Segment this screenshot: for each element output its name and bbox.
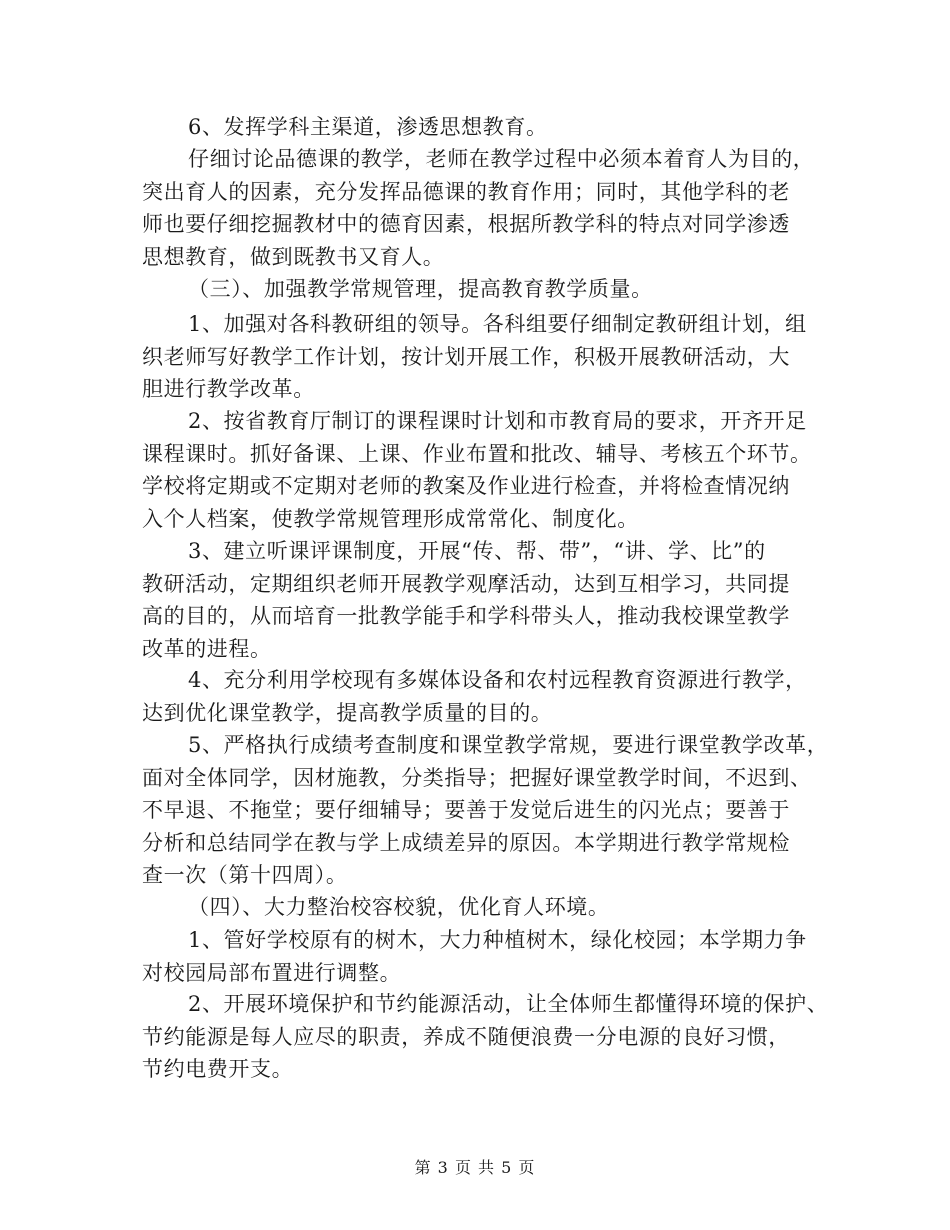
- paragraph-5-line-4: 入个人档案，使教学常规管理形成常常化、制度化。: [142, 506, 639, 531]
- paragraph-2-line-3: 师也要仔细挖掘教材中的德育因素，根据所教学科的特点对同学渗透: [142, 212, 790, 236]
- paragraph-2-line-4: 思想教育，做到既教书又育人。: [142, 244, 445, 269]
- page-footer: 第 3 页 共 5 页: [414, 1158, 536, 1177]
- paragraph-11-line-1: 2、开展环境保护和节约能源活动，让全体师生都懂得环境的保护、: [188, 992, 829, 1016]
- paragraph-7-line-2: 达到优化课堂教学，提高教学质量的目的。: [142, 700, 553, 725]
- paragraph-6-line-1: 3、建立听课评课制度，开展“传、帮、带”，“讲、学、比”的: [188, 539, 766, 563]
- paragraph-4-line-3: 胆进行教学改革。: [142, 377, 315, 401]
- paragraph-8-line-4: 分析和总结同学在教与学上成绩差异的原因。本学期进行教学常规检: [142, 830, 790, 855]
- paragraph-8-line-3: 不早退、不拖堂；要仔细辅导；要善于发觉后进生的闪光点；要善于: [142, 798, 790, 822]
- paragraph-9-line-1: （四）、大力整治校容校貌，优化育人环境。: [188, 895, 610, 919]
- paragraph-5-line-1: 2、按省教育厅制订的课程课时计划和市教育局的要求，开齐开足: [188, 409, 807, 433]
- paragraph-8-line-2: 面对全体同学，因材施教，分类指导；把握好课堂教学时间，不迟到、: [142, 765, 812, 790]
- paragraph-2-line-1: 仔细讨论品德课的教学，老师在教学过程中必须本着育人为目的，: [188, 147, 815, 171]
- paragraph-11-line-2: 节约能源是每人应尽的职责，养成不随便浪费一分电源的良好习惯，: [142, 1024, 790, 1049]
- paragraph-10-line-1: 1、管好学校原有的树木，大力种植树木，绿化校园；本学期力争: [188, 928, 807, 952]
- paragraph-5-line-3: 学校将定期或不定期对老师的教案及作业进行检查，并将检查情况纳: [142, 474, 790, 498]
- paragraph-6-line-2: 教研活动，定期组织老师开展教学观摩活动，达到互相学习，共同提: [142, 571, 790, 596]
- paragraph-4-line-2: 织老师写好教学工作计划，按计划开展工作，积极开展教研活动，大: [142, 344, 790, 369]
- paragraph-8-line-5: 查一次（第十四周）。: [142, 863, 348, 887]
- paragraph-2-line-2: 突出育人的因素，充分发挥品德课的教育作用；同时，其他学科的老: [142, 179, 790, 204]
- paragraph-8-line-1: 5、严格执行成绩考查制度和课堂教学常规，要进行课堂教学改革，: [188, 733, 829, 757]
- paragraph-6-line-3: 高的目的，从而培育一批教学能手和学科带头人，推动我校课堂教学: [142, 604, 790, 628]
- paragraph-11-line-3: 节约电费开支。: [142, 1057, 294, 1081]
- paragraph-7-line-1: 4、充分利用学校现有多媒体设备和农村远程教育资源进行教学，: [188, 668, 807, 692]
- paragraph-4-line-1: 1、加强对各科教研组的领导。各科组要仔细制定教研组计划，组: [188, 312, 807, 336]
- paragraph-5-line-2: 课程课时。抓好备课、上课、作业布置和批改、辅导、考核五个环节。: [142, 441, 812, 466]
- paragraph-1-line-1: 6、发挥学科主渠道，渗透思想教育。: [188, 115, 548, 139]
- paragraph-6-line-4: 改革的进程。: [142, 636, 272, 661]
- paragraph-3-line-1: （三）、加强教学常规管理，提高教育教学质量。: [188, 277, 653, 301]
- paragraph-10-line-2: 对校园局部布置进行调整。: [142, 960, 402, 985]
